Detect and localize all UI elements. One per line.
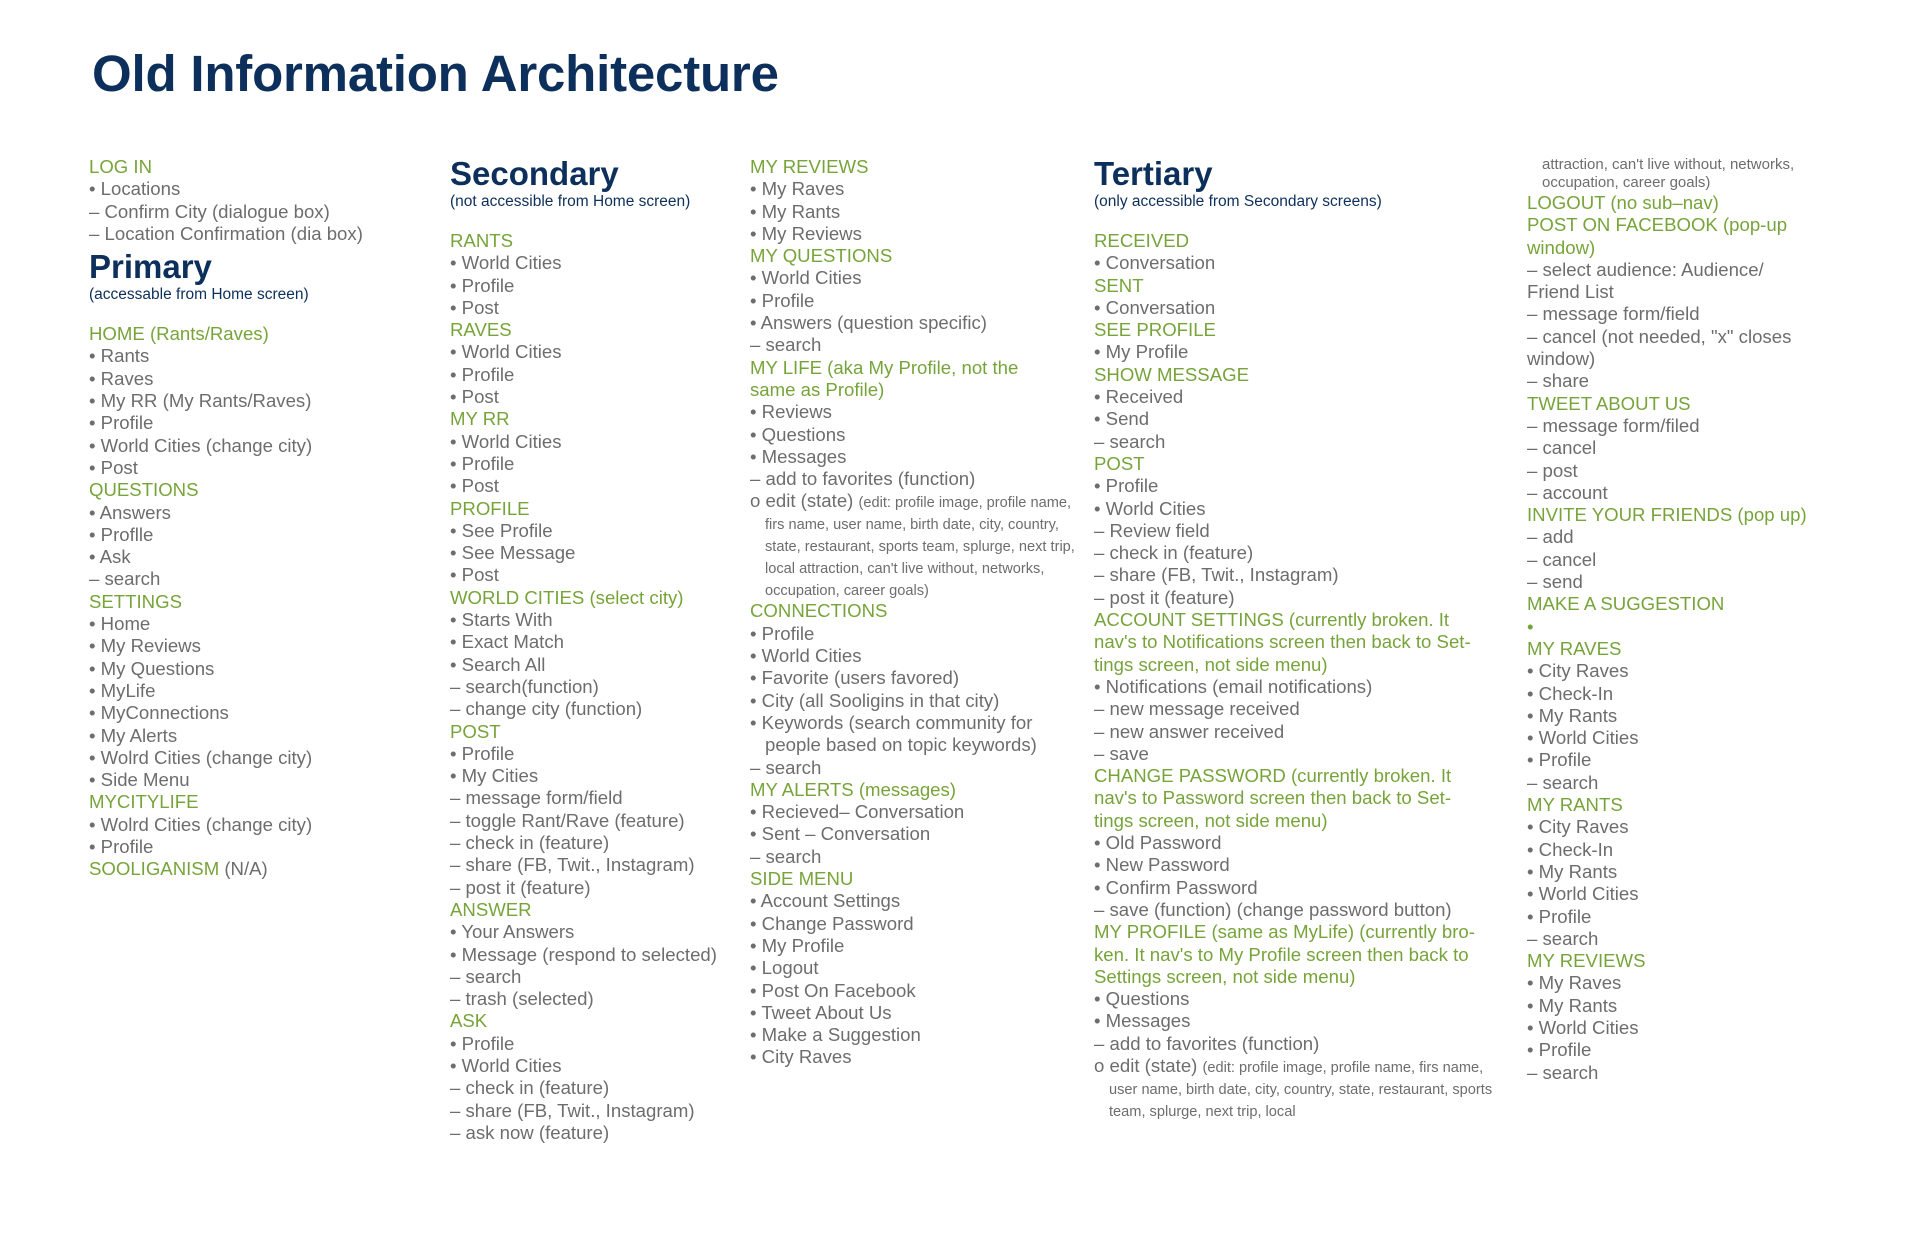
section-heading: POST ON FACEBOOK (pop-up window) (1527, 214, 1788, 258)
list-item: • World Cities (450, 1054, 562, 1076)
edit-detail: (edit: profile image, profile name, firs name, user name, birth date, city, country, state, restaurant, sports team, splurge, next trip, local (1109, 1059, 1493, 1120)
list-item: • My Rants (1527, 994, 1618, 1016)
continued-text: attraction, can't live without, networks, occupation, career goals) (1542, 156, 1795, 191)
list-item: – save (1094, 742, 1149, 764)
list-item: – save (function) (change password button) (1094, 898, 1452, 920)
list-item: – share (FB, Twit., Instagram) (450, 1099, 695, 1121)
tier-heading-secondary: Secondary (450, 155, 619, 192)
list-item: • World Cities (1527, 883, 1639, 905)
section-heading: SETTINGS (89, 590, 182, 612)
section-heading: SIDE MENU (750, 868, 854, 890)
section-heading: HOME (Rants/Raves) (89, 323, 269, 345)
list-item: • Search All (450, 653, 546, 675)
list-item: • Starts With (450, 609, 553, 631)
section-heading: TWEET ABOUT US (1527, 392, 1691, 414)
list-item: • Confirm Password (1094, 876, 1258, 898)
list-item: • Profile (1527, 749, 1592, 771)
list-item: • Questions (750, 423, 846, 445)
list-item: • See Message (450, 542, 576, 564)
section-heading: SEE PROFILE (1094, 319, 1216, 341)
list-item: • Wolrd Cities (change city) (89, 746, 313, 768)
list-item: – search (1527, 927, 1599, 949)
list-item: • Check-In (1527, 838, 1614, 860)
list-item: – account (1527, 481, 1608, 503)
list-item: • World Cities (1527, 727, 1639, 749)
tier-subtitle: (accessable from Home screen) (89, 286, 309, 304)
list-item: • Side Menu (89, 769, 190, 791)
column-tertiary (1094, 156, 1494, 1121)
list-item: • Profile (1094, 475, 1159, 497)
section-heading: MY RAVES (1527, 637, 1622, 659)
list-item: • Reviews (750, 401, 832, 423)
list-item: • Sent – Conversation (750, 823, 931, 845)
list-item: • World Cities (1527, 1016, 1639, 1038)
list-item: – trash (selected) (450, 988, 594, 1010)
list-item: – share (FB, Twit., Instagram) (1094, 564, 1339, 586)
list-item: • My Cities (450, 765, 539, 787)
list-item: – search (1094, 430, 1166, 452)
list-item: • Logout (750, 957, 819, 979)
list-item: • World Cities (450, 430, 562, 452)
tier-subtitle: (only accessible from Secondary screens) (1094, 193, 1382, 210)
list-item: • Messages (1094, 1010, 1191, 1032)
list-item: • Profile (1527, 905, 1592, 927)
list-item: – Confirm City (dialogue box) (89, 200, 330, 222)
list-item: • Send (1094, 408, 1150, 430)
list-item: • My Questions (89, 657, 215, 679)
list-item: • Profile (89, 412, 154, 434)
edit-state-item (750, 490, 1080, 600)
list-item: • Profile (1527, 1039, 1592, 1061)
list-item: • Home (89, 613, 151, 635)
list-item: – Review field (1094, 519, 1210, 541)
list-item: • New Password (1094, 854, 1230, 876)
list-item: – share (FB, Twit., Instagram) (450, 854, 695, 876)
list-item: • Answers (89, 501, 171, 523)
list-item: • Post (450, 475, 499, 497)
list-item: • MyLife (89, 679, 156, 701)
list-item: • Exact Match (450, 631, 564, 653)
list-item: – search (1527, 771, 1599, 793)
list-item: • Wolrd Cities (change city) (89, 813, 313, 835)
section-heading: INVITE YOUR FRIENDS (pop up) (1527, 504, 1807, 526)
section-heading: CONNECTIONS (750, 600, 888, 622)
list-item: • My Rants (750, 200, 841, 222)
list-item: • Keywords (search community for people based on topic keywords) (750, 711, 1037, 756)
list-item: • World Cities (450, 252, 562, 274)
list-item: • World Cities (750, 645, 862, 667)
list-item: – add (1527, 526, 1574, 548)
list-item: • (1527, 615, 1534, 637)
section-heading: SHOW MESSAGE (1094, 363, 1249, 385)
list-item: • City Raves (750, 1046, 852, 1068)
list-item: – send (1527, 571, 1583, 593)
edit-detail: (edit: profile image, profile name, firs name, user name, birth date, city, country, state, restaurant, sports team, splurge, next trip, local attraction, can't live without, networks, occupation, career goals) (765, 495, 1075, 600)
list-item: – share (1527, 370, 1590, 392)
list-item: – add to favorites (function) (1094, 1032, 1320, 1054)
list-item: • Tweet About Us (750, 1001, 892, 1023)
list-item: • My RR (My Rants/Raves) (89, 390, 312, 412)
list-item: • Post (450, 296, 499, 318)
edit-state-item (1094, 1055, 1494, 1121)
section-heading: CHANGE PASSWORD (currently broken. It nav's to Password screen then back to Set- tings screen, not side menu) (1094, 765, 1452, 831)
list-item: – Location Confirmation (dia box) (89, 222, 363, 244)
list-item: – check in (feature) (450, 1077, 610, 1099)
list-item: • Old Password (1094, 832, 1222, 854)
section-heading: MY RANTS (1527, 794, 1623, 816)
list-item: • Raves (89, 367, 154, 389)
list-item: • MyConnections (89, 702, 229, 724)
list-item: • World Cities (750, 267, 862, 289)
list-item: – search (450, 965, 522, 987)
list-item: • City Raves (1527, 816, 1629, 838)
section-heading: MAKE A SUGGESTION (1527, 593, 1725, 615)
list-item: • Account Settings (750, 890, 901, 912)
list-item: • Profile (450, 742, 515, 764)
section-heading: RECEIVED (1094, 230, 1190, 251)
section-heading: MYCITYLIFE (89, 791, 199, 813)
list-item: – add to favorites (function) (750, 468, 976, 490)
list-item: • Messages (750, 445, 847, 467)
section-heading: RAVES (450, 319, 512, 341)
section-heading: RANTS (450, 230, 514, 251)
list-item: • World Cities (change city) (89, 434, 313, 456)
list-item: – message form/field (450, 787, 623, 809)
section-heading: ASK (450, 1010, 488, 1032)
list-item: • My Rants (1527, 704, 1618, 726)
list-item: • Message (respond to selected) (450, 943, 717, 965)
list-item: • Change Password (750, 912, 914, 934)
column-secondary-continued (750, 156, 1080, 1069)
section-heading: ANSWER (450, 898, 532, 920)
tier-heading-primary: Primary (89, 248, 212, 286)
list-item: – check in (feature) (1094, 542, 1254, 564)
list-item: • Profile (450, 274, 515, 296)
list-item: – select audience: Audience/ Friend List (1527, 258, 1764, 303)
list-item: • My Raves (750, 178, 845, 200)
section-heading: POST (450, 720, 501, 742)
list-item: • Post On Facebook (750, 979, 916, 1001)
list-item: • Check-In (1527, 682, 1614, 704)
list-item: • Locations (89, 178, 181, 200)
list-item: – search(function) (450, 675, 599, 697)
list-item: • Received (1094, 386, 1184, 408)
list-item: • Your Answers (450, 921, 575, 943)
list-item: • Post (450, 386, 499, 408)
list-item: • My Profile (750, 934, 845, 956)
list-item: – post (1527, 459, 1578, 481)
list-item: • Questions (1094, 988, 1190, 1010)
list-item: • Rants (89, 345, 150, 367)
column-tertiary-continued (1527, 156, 1827, 1084)
list-item: – change city (function) (450, 698, 643, 720)
list-item: – toggle Rant/Rave (feature) (450, 809, 685, 831)
list-item: • My Rants (1527, 860, 1618, 882)
section-heading: POST (1094, 452, 1145, 474)
list-item: • Proflle (89, 523, 154, 545)
list-item: – search (750, 756, 822, 778)
list-item: – message form/field (1527, 303, 1700, 325)
page-title: Old Information Architecture (92, 45, 779, 102)
list-item: – cancel (1527, 548, 1597, 570)
section-heading: MY REVIEWS (750, 156, 869, 177)
list-item: – new answer received (1094, 720, 1285, 742)
section-heading: MY RR (450, 408, 510, 430)
list-item: • My Raves (1527, 972, 1622, 994)
section-heading: LOGOUT (no sub–nav) (1527, 192, 1719, 213)
list-item: – search (750, 334, 822, 356)
tier-subtitle: (not accessible from Home screen) (450, 193, 691, 210)
list-item: – cancel (1527, 437, 1597, 459)
list-item: • Profile (750, 289, 815, 311)
section-heading: MY PROFILE (same as MyLife) (currently bro- ken. It nav's to My Profile screen then back to Settings screen, not side menu) (1094, 921, 1475, 987)
section-heading: MY QUESTIONS (750, 245, 893, 267)
list-item: • My Reviews (89, 635, 201, 657)
list-item: – search (1527, 1061, 1599, 1083)
section-heading: PROFILE (450, 497, 530, 519)
section-heading: LOG IN (89, 156, 153, 177)
list-item: • Notifications (email notifications) (1094, 675, 1373, 697)
list-item: • Make a Suggestion (750, 1024, 921, 1046)
list-item: • Post (450, 564, 499, 586)
list-item: – new message received (1094, 698, 1300, 720)
section-heading: SOOLIGANISM (89, 858, 220, 880)
list-item: – search (89, 568, 161, 590)
list-item: • City Raves (1527, 660, 1629, 682)
list-item: • Profile (89, 836, 154, 858)
list-item: • Profile (450, 452, 515, 474)
list-item: • Conversation (1094, 296, 1216, 318)
section-heading: MY ALERTS (messages) (750, 778, 956, 800)
list-item: • World Cities (1094, 497, 1206, 519)
list-item: – search (750, 845, 822, 867)
list-item: – cancel (not needed, "x" closes window) (1527, 325, 1792, 370)
list-item: – post it (feature) (450, 876, 591, 898)
list-item: – message form/filed (1527, 414, 1700, 436)
edit-label: o edit (state) (750, 490, 859, 512)
list-item: • My Profile (1094, 341, 1189, 363)
list-item: • Conversation (1094, 252, 1216, 274)
edit-label: o edit (state) (1094, 1054, 1203, 1076)
list-item: – post it (feature) (1094, 586, 1235, 608)
list-item: • Profile (450, 1032, 515, 1054)
list-item: • Ask (89, 546, 131, 568)
list-item: • City (all Sooligins in that city) (750, 689, 1000, 711)
list-item: • My Alerts (89, 724, 178, 746)
list-item: • Post (89, 456, 138, 478)
section-heading: MY REVIEWS (1527, 950, 1646, 972)
list-item: • My Reviews (750, 222, 862, 244)
section-heading: SENT (1094, 274, 1144, 296)
list-item: • Profile (450, 363, 515, 385)
list-item: – ask now (feature) (450, 1121, 610, 1143)
list-item: • Recieved– Conversation (750, 801, 965, 823)
list-item: • Favorite (users favored) (750, 667, 960, 689)
list-item: • Profile (750, 622, 815, 644)
section-heading: WORLD CITIES (select city) (450, 586, 684, 608)
list-item: • Answers (question specific) (750, 312, 987, 334)
section-heading: QUESTIONS (89, 479, 199, 501)
list-item: • World Cities (450, 341, 562, 363)
tier-heading-tertiary: Tertiary (1094, 155, 1213, 192)
list-item: – check in (feature) (450, 832, 610, 854)
section-heading: ACCOUNT SETTINGS (currently broken. It nav's to Notifications screen then back to Set- tings screen, not side menu) (1094, 609, 1471, 675)
section-note: (N/A) (219, 858, 268, 880)
section-heading: MY LIFE (aka My Profile, not the same as Profile) (750, 356, 1019, 400)
list-item: • See Profile (450, 519, 553, 541)
